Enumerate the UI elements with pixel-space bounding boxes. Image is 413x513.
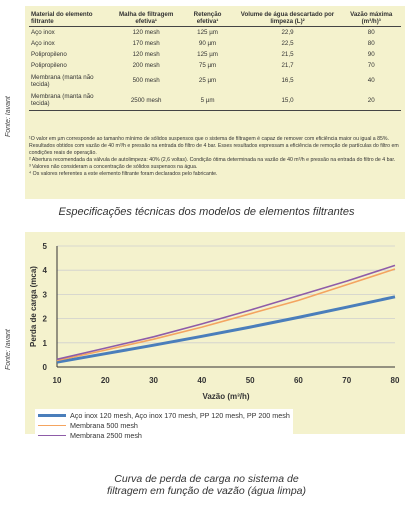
- table-cell: 90 µm: [198, 39, 217, 47]
- table-cell: 2500 mesh: [111, 91, 182, 111]
- legend-swatch: [38, 414, 66, 417]
- x-tick-label: 70: [342, 376, 352, 385]
- chart-legend: [35, 409, 293, 441]
- chart-panel: [25, 232, 405, 434]
- table-cell: 75 µm: [198, 61, 217, 69]
- table-cell: 125 µm: [197, 28, 218, 36]
- footnote: ² Abertura recomendada da válvula de autolimpeza: 40% (2,6 voltas). Condição ótima determinada na vazão de 40 m³/h e pressão na entrada do filtro de 4 bar.: [29, 157, 396, 163]
- table-cell: Aço inox: [31, 39, 55, 47]
- table-cell: 16,5: [281, 77, 294, 84]
- footnote: ³ Valores não consideram a concentração de sólidos suspensos na água.: [29, 164, 198, 170]
- y-tick-label: 1: [42, 338, 47, 348]
- table-cell: Membrana (manta não tecida): [31, 73, 94, 88]
- table-cell: 70: [367, 61, 375, 69]
- source-label-chart: Fonte: Iavant: [5, 329, 12, 370]
- x-tick-label: 40: [197, 376, 207, 385]
- table-cell: 125 µm: [197, 50, 218, 58]
- pressure-loss-chart: [25, 232, 405, 434]
- y-tick-label: 0: [42, 363, 47, 372]
- legend-swatch: [38, 425, 66, 426]
- table-cell: 25 µm: [198, 77, 217, 84]
- legend-label: Aço inox 120 mesh, Aço inox 170 mesh, PP 120 mesh, PP 200 mesh: [70, 410, 290, 420]
- table-cell: 120 mesh: [132, 50, 160, 58]
- column-header: Volume de água descartado por limpeza (L)²: [234, 10, 342, 27]
- source-label-table: Fonte: Iavant: [5, 96, 12, 137]
- table-cell: 80: [367, 28, 375, 36]
- y-tick-label: 3: [42, 290, 47, 300]
- legend-label: Membrana 2500 mesh: [70, 430, 142, 440]
- x-tick-label: 60: [293, 376, 303, 385]
- table-row: [29, 27, 401, 38]
- table-cell: 22,5: [281, 39, 294, 47]
- table-row: [29, 49, 401, 60]
- table-cell: 170 mesh: [132, 39, 160, 47]
- table-cell: 90: [367, 50, 375, 58]
- table-row: [29, 38, 401, 49]
- table-cell: 15,0: [234, 91, 342, 111]
- table-cell: 40: [367, 77, 375, 84]
- legend-item: [38, 420, 290, 430]
- x-tick-label: 50: [245, 376, 255, 385]
- table-cell: 5 µm: [182, 91, 234, 111]
- series-line: [57, 265, 395, 359]
- table-cell: 200 mesh: [132, 61, 160, 69]
- table-cell: Polipropileno: [31, 61, 67, 69]
- chart-caption: [0, 473, 413, 497]
- x-tick-label: 20: [100, 376, 110, 385]
- table-cell: 80: [367, 39, 375, 47]
- legend-item: [38, 430, 290, 440]
- x-tick-label: 10: [52, 376, 62, 385]
- y-axis-label: Perda de carga (mca): [29, 266, 38, 347]
- table-caption: Especificações técnicas dos modelos de elementos filtrantes: [58, 206, 355, 218]
- table-cell: 20: [341, 91, 401, 111]
- legend-swatch: [38, 435, 66, 436]
- table-cell: 21,7: [281, 61, 294, 69]
- table-cell: 22,9: [281, 28, 294, 36]
- footnote: ¹O valor em µm corresponde ao tamanho mínimo de sólidos suspensos que o sistema de filtragem é capaz de remover com eficiência maior ou igual a 85%. Resultados obtidos com vazão de 40 m³/h e pressão na entrada do filtro de 4 bar. Esses resultados expressam a eficiência de remoção de partículas do filtro em condições reais de operação.: [29, 136, 399, 156]
- table-cell: 120 mesh: [132, 28, 160, 36]
- chart-caption-line: filtragem em função de vazão (água limpa): [106, 485, 307, 497]
- y-tick-label: 2: [42, 314, 47, 324]
- column-header: Vazão máxima (m³/h)³: [341, 10, 401, 27]
- table-cell: Polipropileno: [31, 50, 67, 58]
- table-header-row: [29, 10, 401, 27]
- series-line: [57, 297, 395, 362]
- footnote: ⁴ Os valores referentes a este elemento filtrante foram declarados pelo fabricante.: [29, 171, 218, 177]
- table-cell: 21,5: [281, 50, 294, 58]
- table-row: [29, 71, 401, 91]
- chart-caption-line: Curva de perda de carga no sistema de: [114, 473, 299, 485]
- table-footnotes: [29, 136, 401, 178]
- chart-series: [57, 265, 395, 362]
- chart-axes: [43, 242, 400, 385]
- x-tick-label: 80: [390, 376, 400, 385]
- table-cell: Aço inox: [31, 28, 55, 36]
- column-header: Material do elemento filtrante: [29, 10, 111, 27]
- legend-item: [38, 410, 290, 420]
- y-tick-label: 4: [42, 266, 47, 276]
- x-tick-label: 30: [149, 376, 159, 385]
- table-row: [29, 91, 401, 111]
- specs-table-panel: [25, 6, 405, 199]
- chart-grid: [57, 246, 395, 343]
- column-header: Malha de filtragem efetiva¹: [111, 10, 182, 27]
- specs-table: [29, 10, 401, 111]
- x-axis-label: Vazão (m³/h): [202, 392, 250, 401]
- table-cell: 500 mesh: [132, 77, 160, 84]
- table-row: [29, 60, 401, 71]
- column-header: Retenção efetiva¹: [182, 10, 234, 27]
- legend-label: Membrana 500 mesh: [70, 420, 138, 430]
- y-tick-label: 5: [42, 242, 47, 251]
- table-cell: Membrana (manta não tecida): [29, 91, 111, 111]
